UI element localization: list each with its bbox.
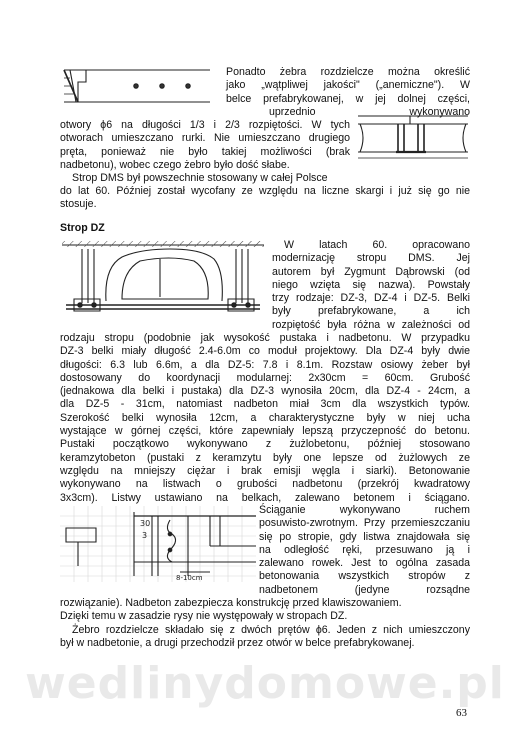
text-line: względu na mniejszy ciężar i brak emisji węgla i siarki). Betonowanie <box>60 464 470 477</box>
text-line: dla DZ-5 - 31cm, natomiast nadbeton miał 3cm dla wszystkich typów. <box>60 398 470 411</box>
text-line: Strop DMS był powszechnie stosowany w całej Polsce <box>72 172 328 184</box>
text-line: autorem był Zygmunt Dąbrowski (od <box>272 265 470 278</box>
text-line: otworach umieszczano rurki. Nie umieszczano drugiego <box>60 132 350 145</box>
text-line: trzy rodzaje: DZ-3, DZ-4 i DZ-5. Belki <box>272 292 470 305</box>
sketch-label-30: 30 <box>140 519 151 528</box>
text-line: dostosowany do koordynacji modularnej: 2x30cm = 60cm. Grubość <box>60 371 470 384</box>
text-line: był w nadbetonie, a drugi przechodził przez otwór w belce prefabrykowanej. <box>60 636 415 649</box>
text-line: były prefabrykowane, a ich <box>272 305 470 318</box>
text-line: modernizację stropu DMS. Jej <box>272 252 470 265</box>
text-line: Pustaki początkowo wykonywano z żużlobetonu, później stosowano <box>60 438 470 451</box>
text-line: wykonywano na listwach o grubości nadbetonu (przekrój kwadratowy <box>60 478 470 491</box>
section1-closing <box>60 185 470 212</box>
text-line: Dzięki temu w zasadzie rysy nie występowały w stropach DZ. <box>60 610 348 623</box>
text-line: belce prefabrykowanej, w jej dolnej części, <box>226 92 470 105</box>
text-line: stosuje. <box>60 198 97 211</box>
text-line: otwory ϕ6 na długości 1/3 i 2/3 rozpiętości. W tych <box>60 119 350 131</box>
text-line: W latach 60. opracowano <box>284 239 470 251</box>
text-line: rozpiętość była różna w zależności od <box>272 318 470 331</box>
text-line: niego wzięta się nazwa). Powstały <box>272 278 470 291</box>
watermark: wedlinydomowe.pl <box>25 658 505 709</box>
text-line: 3x3cm). Listwy ustawiano na belkach, zalewano betonem i ściągano. <box>60 491 470 504</box>
text-line: na odległość ręki, przesuwano ją i <box>259 543 470 556</box>
text-line: uprzednio wykonywano <box>269 106 470 118</box>
text-line: jako „wątpliwej jakości" („anemiczne"). W <box>226 79 470 92</box>
section2-body <box>60 332 470 505</box>
beam-section-sketch <box>356 112 470 164</box>
text-line: nadbetonu), wobec czego żebro było dość słabe. <box>60 158 290 171</box>
section2-tail <box>60 597 470 650</box>
text-line: (jednakowa dla belki i pustaka) dla DZ-3 wynosiła 20cm, dla DZ-4 - 24cm, a <box>60 385 470 398</box>
text-line: zalewano rowek. Jest to ogólna zasada <box>259 557 470 570</box>
text-line: rodzaju stropu (podobnie jak wysokość pustaka i nadbetonu. W przypadku <box>60 332 470 344</box>
text-line: się po stropie, gdy listwa znajdowała się <box>259 530 470 543</box>
text-line: Ponadto żebra rozdzielcze można określić <box>226 66 470 78</box>
text-line: rozwiązanie). Nadbeton zabezpiecza konstrukcję przed klawiszowaniem. <box>60 597 402 609</box>
sketch-label-dim: 8-10cm <box>176 574 203 582</box>
section1-paragraph <box>226 66 470 106</box>
text-line: Ściąganie wykonywano ruchem <box>259 504 470 516</box>
dz-floor-section-sketch <box>60 237 266 313</box>
text-line: do lat 60. Później został wycofany ze względu na liczne skargi i już się go nie <box>60 185 470 197</box>
text-line: posuwisto-zwrotnym. Przy przemieszczaniu <box>259 517 470 530</box>
beam-holes-sketch <box>60 66 212 108</box>
screed-lath-sketch <box>60 506 256 582</box>
text-line: wystające w górnej części, które zapewniały lepszą przyczepność do betonu. <box>60 425 470 438</box>
section-heading: Strop DZ <box>60 222 105 234</box>
text-line: Żebro rozdzielcze składało się z dwóch prętów ϕ6. Jeden z nich umieszczony <box>72 623 470 636</box>
text-line: długości: 6.3 lub 6.6m, a dla DZ-5: 7.8 i 8.1m. Rozstaw osiowy żeber był <box>60 358 470 371</box>
page-number: 63 <box>456 707 467 719</box>
sketch-label-3: 3 <box>142 531 148 540</box>
text-line: Szerokość belki wynosiła 12cm, a charakterystyczne były w niej ucha <box>60 411 470 424</box>
section1-paragraph-cont <box>60 119 350 172</box>
text-line: pręta, ponieważ nie było takiej możliwości (brak <box>60 145 350 158</box>
text-line: keramzytobeton (pustaki z keramzytu były one lepsze od żużlowych ze <box>60 451 470 464</box>
text-line: nadbetonem (jedyne rozsądne <box>259 583 470 596</box>
text-line: DZ-3 belki miały długość 2.4-6.0m co moduł projektowy. Dla DZ-4 były dwie <box>60 345 470 358</box>
section2-intro <box>272 239 470 332</box>
text-line: betonowania wszystkich stropów z <box>259 570 470 583</box>
section2-side-text <box>259 504 470 597</box>
